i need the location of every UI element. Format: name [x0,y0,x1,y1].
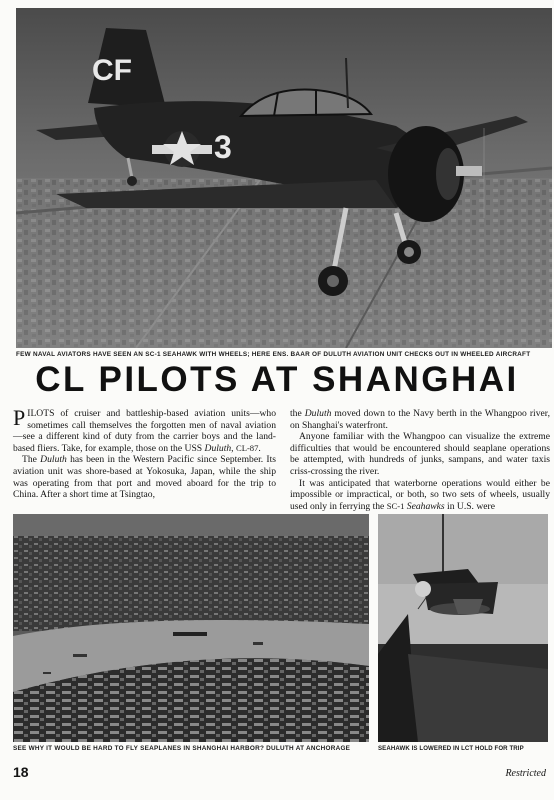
seahawk-lowered-photo [378,514,548,742]
page-number: 18 [13,764,29,780]
harbor-photo-caption: SEE WHY IT WOULD BE HARD TO FLY SEAPLANES IN SHANGHAI HARBOR? DULUTH AT ANCHORAGE [13,745,351,752]
text-run: Anyone familiar with the Whangpoo can visualize the extreme difficulties that would be encountered should seaplane operations be attempted, with hundreds of junks, sampans, and water taxis criss-crossing the river. [290,431,550,477]
hull-number: CL-87 [235,442,259,453]
article-headline: CL PILOTS AT SHANGHAI [35,360,519,399]
ship-name: Duluth [304,408,332,419]
shanghai-harbor-image [13,514,369,742]
aircraft-model: SC-1 [386,500,405,511]
seahawk-hoist-image [378,514,548,742]
text-run: ILOTS of cruiser and battleship-based aviation units—who sometimes call themselves the forgotten men of naval aviation—see a different kind of duty from the carrier boys and the land-based fliers. Take, for example, those on the USS [13,408,276,454]
text-run: It was anticipated that waterborne operations would either be impossible or impractical, or both, so two sets of wheels, usually used only in ferrying the [290,477,550,512]
ship-name: Duluth [204,442,232,454]
paragraph [290,408,550,431]
harbor-photo [13,514,369,742]
ship-name: Duluth [40,454,67,466]
text-run: the [290,408,305,419]
article-column-left [13,405,276,501]
hero-photo [16,8,552,348]
seahawk-wheeled-aircraft-image [16,8,552,348]
fuselage-number-text: 3 [214,129,232,165]
text-run: . [258,442,261,454]
seahawk-photo-caption: SEAHAWK IS LOWERED IN LCT HOLD FOR TRIP [378,745,524,752]
text-run: The [22,454,41,466]
article-column-right [290,408,550,512]
text-run: moved down to the Navy berth in the Whangpoo river, on Shanghai's waterfront. [290,408,550,431]
hero-photo-caption: FEW NAVAL AVIATORS HAVE SEEN AN SC-1 SEAHAWK WITH WHEELS; HERE ENS. BAAR OF DULUTH AVIATION UNIT CHECKS OUT IN WHEELED AIRCRAFT [16,351,531,358]
text-run: has been in the Western Pacific since September. Its aviation unit was shore-based at Yokosuka, Japan, while the ship was operating from that port and moved aboard for the trip to China. After a short time at Tsingtao, [13,454,276,501]
aircraft-name: Seahawks [406,500,445,512]
paragraph [13,454,276,500]
text-run: in U.S. were [444,500,495,512]
drop-cap: P [13,405,26,430]
tail-code-text: CF [92,54,132,87]
text-run: , [231,442,236,454]
paragraph [13,405,276,454]
restricted-marking: Restricted [505,768,546,779]
paragraph [290,478,550,513]
paragraph [290,431,550,477]
